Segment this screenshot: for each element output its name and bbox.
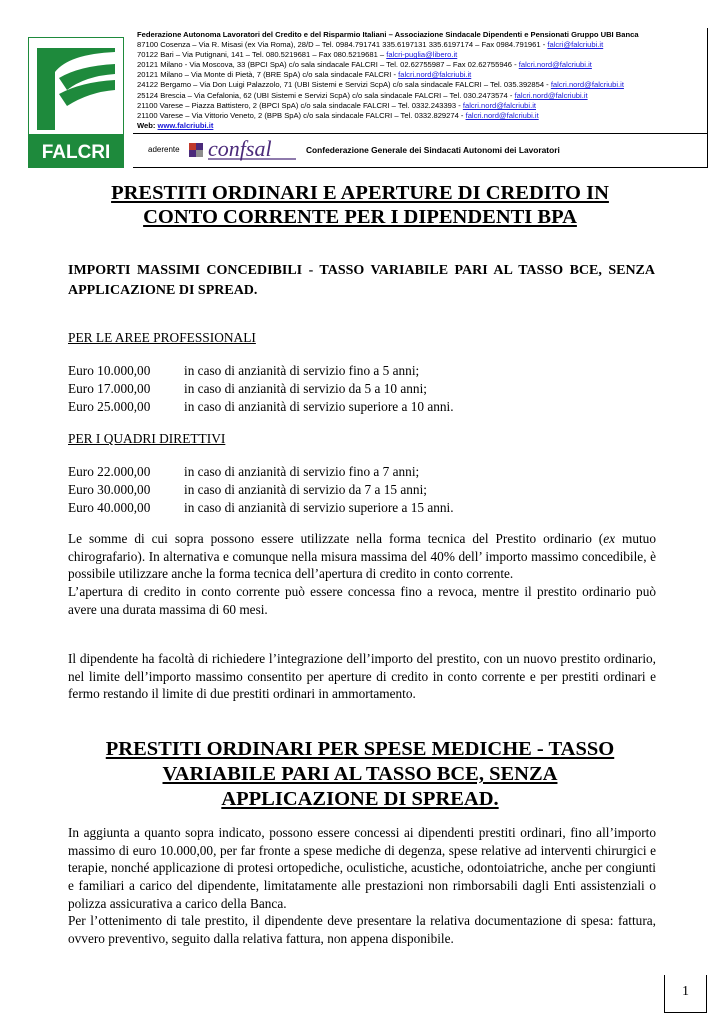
title-2-line-2: VARIABILE PARI AL TASSO BCE, SENZA: [162, 763, 558, 785]
amount-row: Euro 40.000,00 in caso di anzianità di servizio superiore a 15 anni.: [68, 500, 454, 515]
page-number: 1: [682, 984, 689, 999]
office-email-link[interactable]: falcri.nord@falcriubi.it: [514, 90, 588, 100]
amount-row: Euro 25.000,00 in caso di anzianità di servizio superiore a 10 anni.: [68, 399, 454, 414]
subtitle: IMPORTI MASSIMI CONCEDIBILI - TASSO VARIABILE PARI AL TASSO BCE, SENZA APPLICAZIONE DI SPREAD.: [68, 263, 655, 298]
logo-text: FALCRI: [41, 142, 111, 163]
office-line: 20121 Milano – Via Monte di Pietà, 7 (BRE SpA) c/o sala sindacale FALCRI - falcri.nord@falcriubi.it: [137, 70, 472, 80]
title-2-line-1: PRESTITI ORDINARI PER SPESE MEDICHE - TASSO: [105, 738, 615, 760]
section-heading-professional: PER LE AREE PROFESSIONALI: [68, 330, 256, 345]
office-line: 25124 Brescia – Via Cefalonia, 62 (UBI Sistemi e Servizi ScpA) c/o sala sindacale FALCRI – Tel. 030.2473574 - falcri.nord@falcriubi.it: [137, 90, 588, 100]
confsal-logo: [188, 137, 300, 163]
office-email-link[interactable]: falcri@falcriubi.it: [547, 40, 604, 50]
office-email-link[interactable]: falcri.nord@falcriubi.it: [398, 70, 472, 80]
paragraph-integrazione: Il dipendente ha facoltà di richiedere l’integrazione dell’importo del prestito, con un nuovo prestito ordinario, nel limite dell’importo massimo consentito per aperture di credito in conto corrente e per prestiti ordinari e fermo restando il limite di due prestiti ordinari in ammortamento.: [68, 651, 656, 702]
confsal-logo-text: confsal: [208, 137, 272, 161]
header-contacts: [137, 30, 707, 131]
office-email-link[interactable]: falcri.nord@falcriubi.it: [465, 110, 539, 120]
amount-row: Euro 10.000,00 in caso di anzianità di servizio fino a 5 anni;: [68, 363, 420, 378]
title-2-line-3: APPLICAZIONE DI SPREAD.: [221, 788, 499, 810]
web-line: Web: www.falcriubi.it: [137, 120, 214, 130]
office-line: 70122 Bari – Via Putignani, 141 – Tel. 080.5219681 – Fax 080.5219681 – falcri-puglia@libero.it: [137, 50, 458, 60]
title-1-line-1: PRESTITI ORDINARI E APERTURE DI CREDITO IN: [111, 182, 609, 204]
confederation-name: Confederazione Generale dei Sindacati Autonomi dei Lavoratori: [306, 145, 560, 155]
office-line: 20121 Milano - Via Moscova, 33 (BPCI SpA) c/o sala sindacale FALCRI – Tel. 02.62755987 – Fax 02.62755946 - falcri.nord@falcriubi.it: [137, 60, 592, 70]
office-email-link[interactable]: falcri.nord@falcriubi.it: [518, 60, 592, 70]
office-line: 24122 Bergamo – Via Don Luigi Palazzolo, 71 (UBI Sistemi e Servizi ScpA) c/o sala sindacale FALCRI – Tel. 035.392854 - falcri.nord@falcriubi.it: [137, 80, 624, 90]
office-line: 21100 Varese – Via Vittorio Veneto, 2 (BPB SpA) c/o sala sindacale FALCRI – Tel. 0332.829274 - falcri.nord@falcriubi.it: [137, 110, 539, 120]
office-email-link[interactable]: falcri.nord@falcriubi.it: [550, 80, 624, 90]
office-email-link[interactable]: falcri-puglia@libero.it: [386, 50, 458, 60]
web-link[interactable]: www.falcriubi.it: [157, 120, 214, 130]
office-email-link[interactable]: falcri.nord@falcriubi.it: [462, 100, 536, 110]
amount-row: Euro 22.000,00 in caso di anzianità di servizio fino a 7 anni;: [68, 464, 420, 479]
amount-row: Euro 17.000,00 in caso di anzianità di servizio da 5 a 10 anni;: [68, 381, 427, 396]
falcri-logo: [28, 37, 124, 168]
paragraph-forms: Le somme di cui sopra possono essere utilizzate nella forma tecnica del Prestito ordinario (ex mutuo chirografario). In alternativa e comunque nella misura massima del 40% dell’ importo massimo concedibile, è possibile utilizzare anche la forma tecnica dell’apertura di credito in conto corrente.: [68, 531, 656, 582]
paragraph-documentation: Per l’ottenimento di tale prestito, il dipendente deve presentare la relativa documentazione di spesa: fattura, ovvero preventivo, seguito dalla relativa fattura, non appena disponibile.: [68, 913, 656, 946]
office-line: 21100 Varese – Piazza Battistero, 2 (BPCI SpA) c/o sala sindacale FALCRI – Tel. 0332.243393 - falcri.nord@falcriubi.it: [137, 100, 536, 110]
aderente-label: aderente: [148, 145, 180, 154]
title-1-line-2: CONTO CORRENTE PER I DIPENDENTI BPA: [143, 206, 577, 228]
amount-row: Euro 30.000,00 in caso di anzianità di servizio da 7 a 15 anni;: [68, 482, 427, 497]
paragraph-revoca: L’apertura di credito in conto corrente può essere concessa fino a revoca, mentre il prestito ordinario può avere una durata massima di 60 mesi.: [68, 584, 656, 617]
office-line: 87100 Cosenza – Via R. Misasi (ex Via Roma), 28/D – Tel. 0984.791741 335.6197131 335.6197174 – Fax 0984.791961 - falcri@falcriubi.it: [137, 40, 604, 50]
organization-name: Federazione Autonoma Lavoratori del Credito e del Risparmio Italiani – Associazione Sindacale Dipendenti e Pensionati Gruppo UBI Banca: [137, 30, 639, 39]
paragraph-medical: In aggiunta a quanto sopra indicato, possono essere concessi ai dipendenti prestiti ordinari, fino all’importo massimo di euro 10.000,00, per far fronte a spese mediche di degenza, spese relative ad interventi chirurgici e terapie, nonché applicazione di protesi ortopediche, oculistiche, acustiche, odontoiatriche, anche per congiunti e familiari a carico del dipendente, limitatamente alle prestazioni non rimborsabili dagli Enti assistenziali o polizza assicurativa a carico della Banca.: [68, 825, 656, 911]
section-heading-managers: PER I QUADRI DIRETTIVI: [68, 431, 226, 446]
